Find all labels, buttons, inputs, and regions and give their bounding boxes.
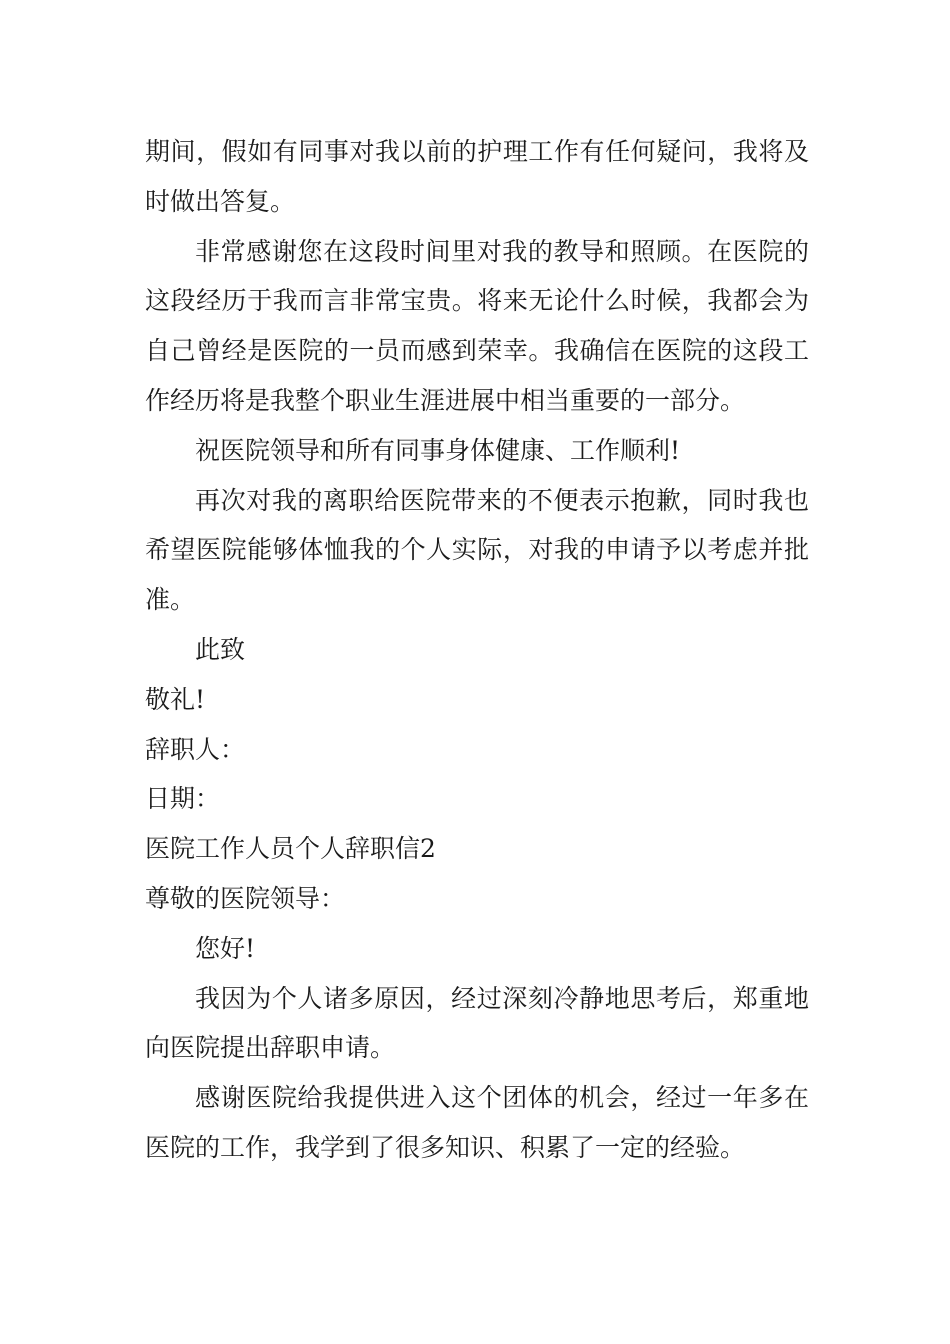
paragraph-resignation-request: 我因为个人诸多原因，经过深刻冷静地思考后，郑重地向医院提出辞职申请。 (145, 983, 809, 1063)
paragraph-wishes: 祝医院领导和所有同事身体健康、工作顺利! (195, 435, 681, 465)
letter-2-title: 医院工作人员个人辞职信2 (145, 834, 436, 864)
document-body (145, 127, 809, 1173)
paragraph-continued-reply: 期间，假如有同事对我以前的护理工作有任何疑问，我将及时做出答复。 (145, 137, 809, 216)
closing-cizhi: 此致 (195, 634, 246, 664)
paragraph-thanks: 非常感谢您在这段时间里对我的教导和照顾。在医院的这段经历于我而言非常宝贵。将来无论什么时候，我都会为自己曾经是医院的一员而感到荣幸。我确信在医院的这段工作经历将是我整个职业生涯进展中相当重要的一部分。 (145, 236, 809, 415)
date-label: 日期： (145, 784, 221, 814)
signature-label: 辞职人： (145, 734, 246, 764)
closing-jingli: 敬礼! (145, 684, 206, 714)
greeting: 您好! (195, 933, 256, 963)
paragraph-gratitude: 感谢医院给我提供进入这个团体的机会，经过一年多在医院的工作，我学到了很多知识、积累了一定的经验。 (145, 1083, 809, 1162)
paragraph-apology: 再次对我的离职给医院带来的不便表示抱歉，同时我也希望医院能够体恤我的个人实际，对我的申请予以考虑并批准。 (145, 485, 809, 615)
salutation: 尊敬的医院领导： (145, 883, 346, 913)
